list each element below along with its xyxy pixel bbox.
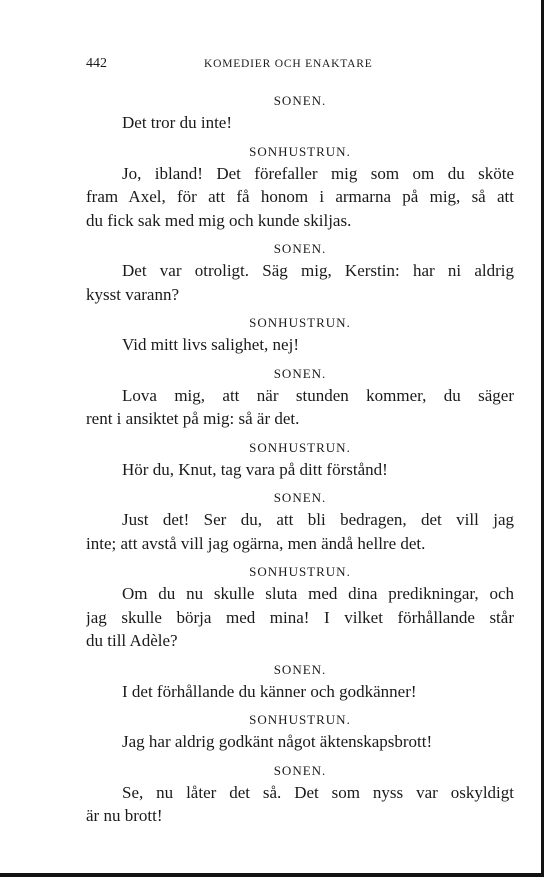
speech-line: jag skulle börja med mina! I vilket förhållande står xyxy=(86,607,514,627)
dialogue-entry xyxy=(86,489,514,555)
speech-line: är nu brott! xyxy=(86,806,163,825)
speech-line: I det förhållande du känner och godkänner! xyxy=(122,681,417,701)
dialogue-entry xyxy=(86,92,514,135)
page-number: 442 xyxy=(86,56,107,71)
dialogue-entry xyxy=(86,661,514,704)
dialogue-entry xyxy=(86,563,514,653)
speaker-name: SONEN. xyxy=(273,661,327,677)
dialogue-text xyxy=(86,92,514,828)
dialogue-entry xyxy=(86,314,514,357)
speech-line: Vid mitt livs salighet, nej! xyxy=(122,335,299,354)
page-edge-bottom xyxy=(0,873,544,877)
speaker-name: SONHUSTRUN. xyxy=(249,712,351,727)
speaker-name: SONHUSTRUN. xyxy=(249,143,351,159)
speaker-name: SONHUSTRUN. xyxy=(249,564,351,579)
speech-line: Just det! Ser du, att bli bedragen, det vill jag xyxy=(122,510,514,529)
page-header xyxy=(86,56,514,76)
speech-line: fram Axel, för att få honom i armarna på mig, så att xyxy=(86,187,514,206)
speech-line: Lova mig, att när stunden kommer, du säger xyxy=(122,385,514,405)
speech-line: kysst varann? xyxy=(86,284,180,304)
speech-line: du till Adèle? xyxy=(86,631,178,650)
speech-line: Jag har aldrig godkänt något äktenskapsbrott! xyxy=(122,732,433,751)
dialogue-entry xyxy=(86,240,514,306)
dialogue-entry xyxy=(86,439,514,482)
speaker-name: SONEN. xyxy=(273,490,327,505)
speaker-name: SONEN. xyxy=(273,241,327,256)
speech-line: du fick sak med mig och kunde skiljas. xyxy=(86,210,352,230)
dialogue-entry xyxy=(86,365,514,431)
speaker-name: SONEN. xyxy=(273,93,327,108)
running-head: KOMEDIER OCH ENAKTARE xyxy=(204,58,373,70)
speech-line: rent i ansiktet på mig: så är det. xyxy=(86,409,300,428)
speaker-name: SONEN. xyxy=(273,762,327,778)
dialogue-entry xyxy=(86,762,514,828)
speech-line: inte; att avstå vill jag ogärna, men ändå hellre det. xyxy=(86,533,426,553)
speech-line: Det tror du inte! xyxy=(122,113,232,132)
speech-line: Om du nu skulle sluta med dina predikningar, och xyxy=(122,584,514,603)
speaker-name: SONHUSTRUN. xyxy=(249,439,351,455)
speech-line: Det var otroligt. Säg mig, Kerstin: har ni aldrig xyxy=(122,261,514,280)
dialogue-entry xyxy=(86,143,514,233)
speech-line: Hör du, Knut, tag vara på ditt förstånd! xyxy=(122,459,388,479)
dialogue-entry xyxy=(86,711,514,754)
speaker-name: SONHUSTRUN. xyxy=(249,315,351,330)
speech-line: Se, nu låter det så. Det som nyss var oskyldigt xyxy=(122,782,514,802)
speaker-name: SONEN. xyxy=(273,365,327,381)
speech-line: Jo, ibland! Det förefaller mig som om du sköte xyxy=(122,163,514,183)
